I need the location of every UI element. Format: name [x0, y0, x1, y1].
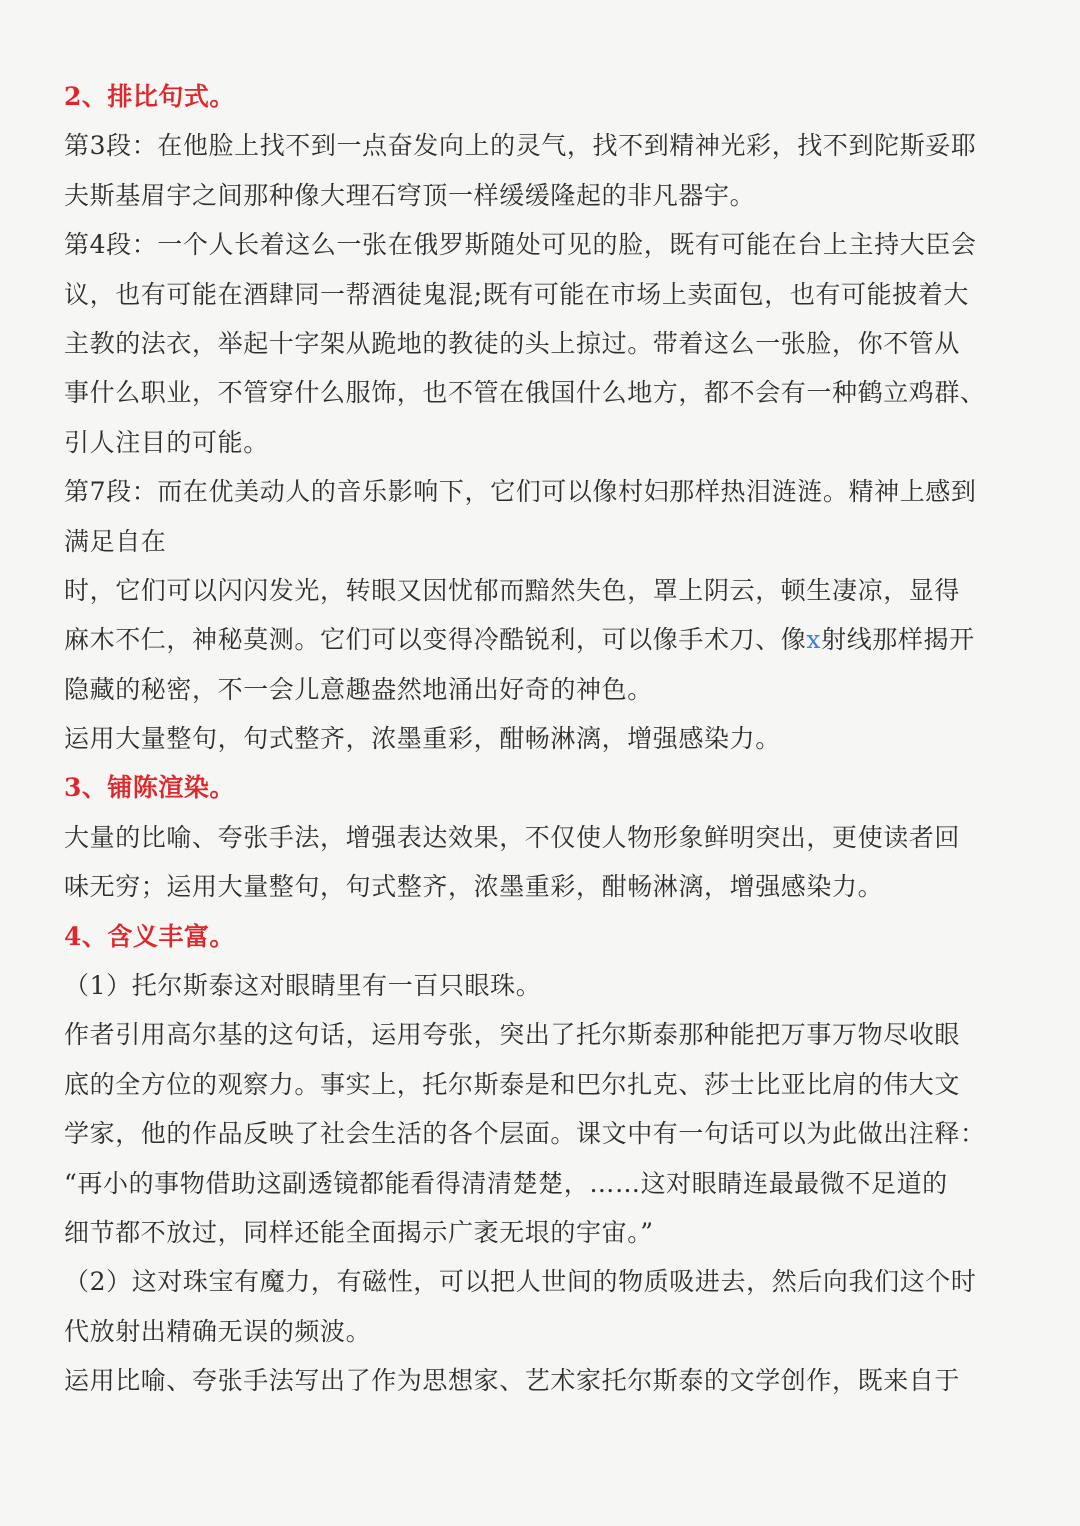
paragraph-line: 运用比喻、夸张手法写出了作为思想家、艺术家托尔斯泰的文学创作，既来自于: [64, 1366, 961, 1396]
paragraph-line: 事什么职业，不管穿什么服饰，也不管在俄国什么地方，都不会有一种鹤立鸡群、: [64, 378, 986, 408]
paragraph-line: （1）托尔斯泰这对眼睛里有一百只眼珠。: [64, 971, 542, 1001]
paragraph-line: 主教的法衣，举起十字架从跪地的教徒的头上掠过。带着这么一张脸，你不管从: [64, 328, 961, 358]
article-body: [64, 72, 1036, 1406]
section-heading-parallelism: 2、排比句式。: [64, 82, 235, 111]
paragraph-line-xray: [64, 615, 1036, 664]
paragraph-line: 隐藏的秘密，不一会儿意趣盎然地涌出好奇的神色。: [64, 674, 653, 704]
xray-text-before: 麻木不仁，神秘莫测。它们可以变得冷酷锐利，可以像手术刀、像: [64, 625, 807, 655]
paragraph-line: 作者引用高尔基的这句话，运用夸张，突出了托尔斯泰那种能把万事万物尽收眼: [64, 1020, 961, 1050]
paragraph-line: 时，它们可以闪闪发光，转眼又因忧郁而黯然失色，罩上阴云，顿生凄凉，显得: [64, 575, 961, 605]
paragraph-line: 学家，他的作品反映了社会生活的各个层面。课文中有一句话可以为此做出注释：: [64, 1119, 986, 1149]
paragraph-line: 满足自在: [64, 526, 167, 556]
paragraph-line: 底的全方位的观察力。事实上，托尔斯泰是和巴尔扎克、莎士比亚比肩的伟大文: [64, 1069, 961, 1099]
paragraph-line: 大量的比喻、夸张手法，增强表达效果，不仅使人物形象鲜明突出，更使读者回: [64, 822, 961, 852]
xray-highlight: x: [806, 625, 822, 655]
paragraph-line: 细节都不放过，同样还能全面揭示广袤无垠的宇宙。”: [64, 1217, 654, 1247]
paragraph-line: “再小的事物借助这副透镜都能看得清清楚楚，……这对眼睛连最最微不足道的: [64, 1168, 948, 1198]
paragraph-line: 第7段：而在优美动人的音乐影响下，它们可以像村妇那样热泪涟涟。精神上感到: [64, 477, 977, 507]
paragraph-line: 味无穷；运用大量整句，句式整齐，浓墨重彩，酣畅淋漓，增强感染力。: [64, 872, 884, 902]
paragraph-line: 引人注目的可能。: [64, 427, 269, 457]
section-heading-rich-meaning: 4、含义丰富。: [64, 921, 235, 951]
paragraph-line: （2）这对珠宝有魔力，有磁性，可以把人世间的物质吸进去，然后向我们这个时: [64, 1267, 977, 1297]
paragraph-line: 代放射出精确无误的频波。: [64, 1316, 372, 1346]
xray-text-after: 射线那样揭开: [821, 625, 975, 655]
paragraph-line: 运用大量整句，句式整齐，浓墨重彩，酣畅淋漓，增强感染力。: [64, 724, 781, 754]
paragraph-line: 夫斯基眉宇之间那种像大理石穹顶一样缓缓隆起的非凡器宇。: [64, 180, 756, 210]
paragraph-line: 议，也有可能在酒肆同一帮酒徒鬼混;既有可能在市场上卖面包，也有可能披着大: [64, 279, 970, 309]
paragraph-line: 第4段：一个人长着这么一张在俄罗斯随处可见的脸，既有可能在台上主持大臣会: [64, 230, 977, 260]
section-heading-elaboration: 3、铺陈渲染。: [64, 773, 235, 803]
paragraph-line: 第3段：在他脸上找不到一点奋发向上的灵气，找不到精神光彩，找不到陀斯妥耶: [64, 131, 977, 161]
